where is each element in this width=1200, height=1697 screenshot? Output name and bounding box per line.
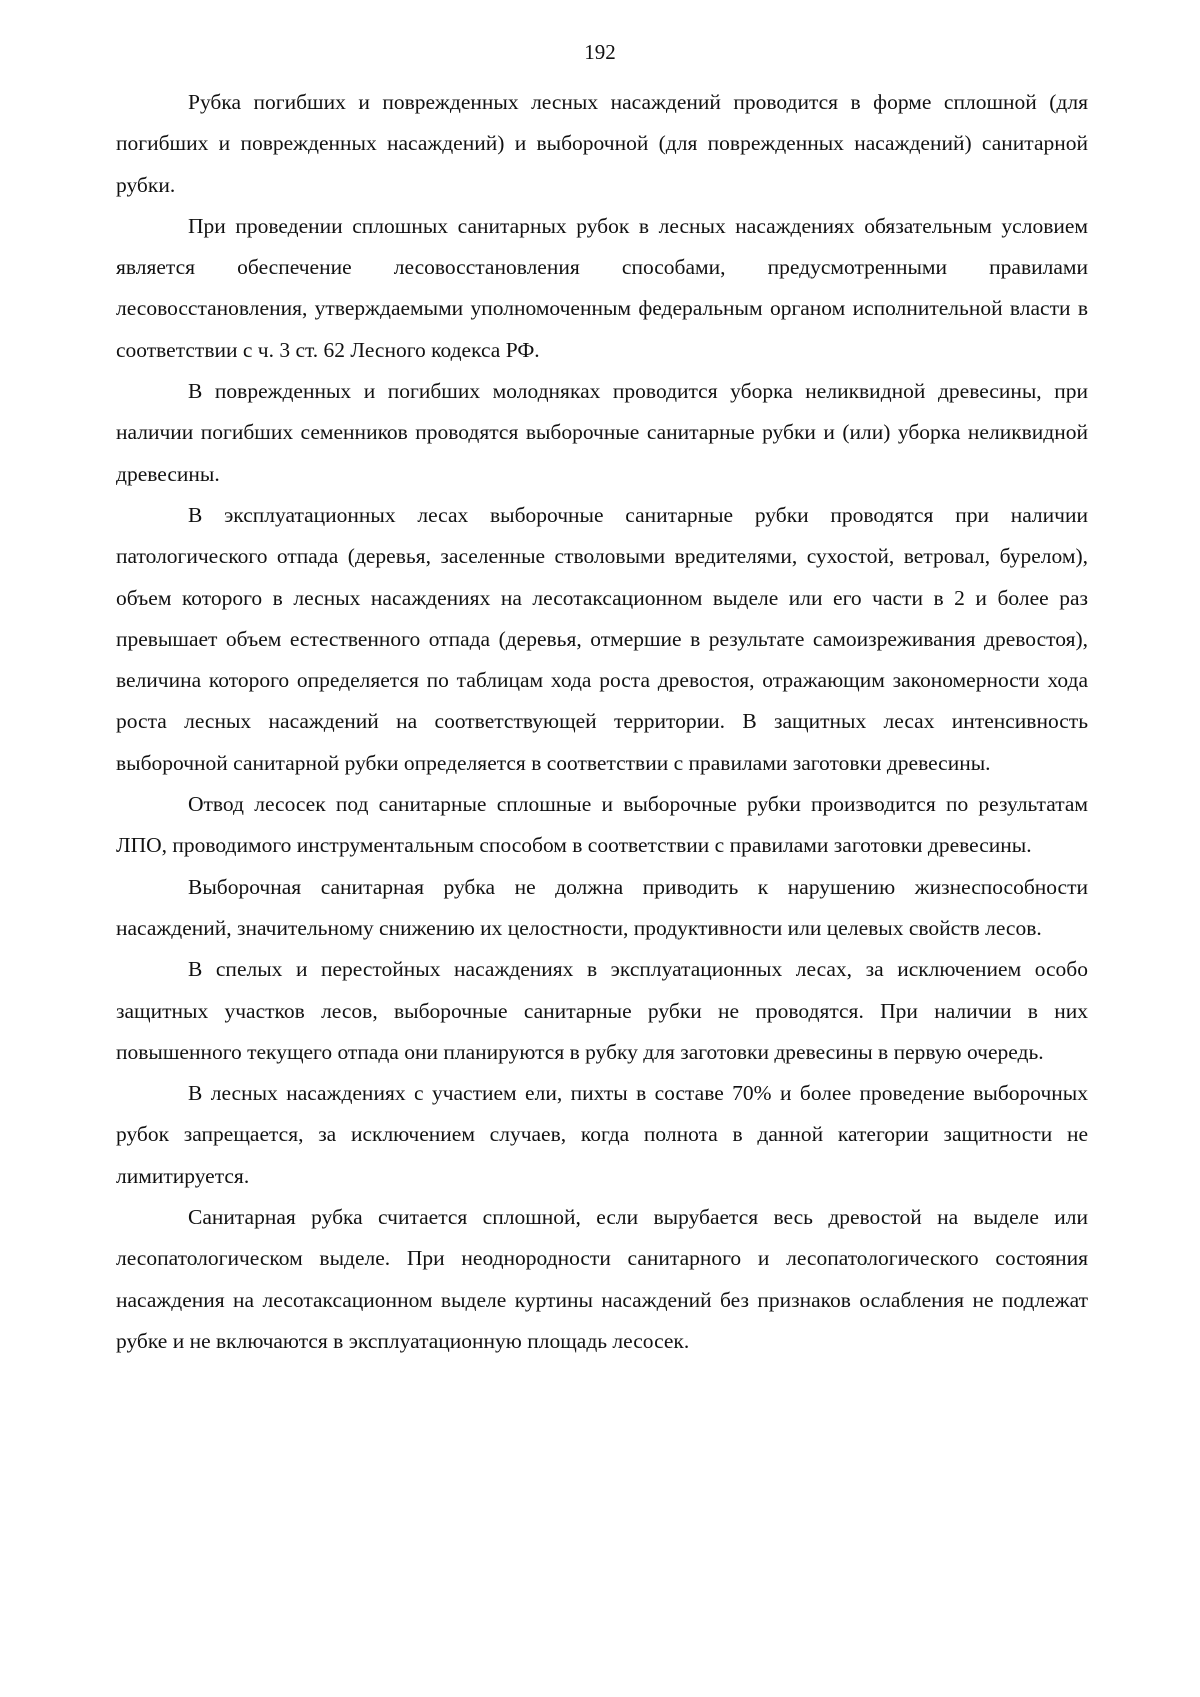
paragraph: В поврежденных и погибших молодняках проводится уборка неликвидной древесины, при наличии погибших семенников проводятся выборочные санитарные рубки и (или) уборка неликвидной древесины. (116, 379, 1088, 486)
paragraph: Выборочная санитарная рубка не должна приводить к нарушению жизнеспособности насаждений, значительному снижению их целостности, продуктивности или целевых свойств лесов. (116, 874, 1088, 940)
document-body (116, 82, 1088, 1362)
paragraph: В лесных насаждениях с участием ели, пихты в составе 70% и более проведение выборочных рубок запрещается, за исключением случаев, когда полнота в данной категории защитности не лимитируется. (116, 1081, 1088, 1188)
paragraph: Рубка погибших и поврежденных лесных насаждений проводится в форме сплошной (для погибших и поврежденных насаждений) и выборочной (для поврежденных насаждений) санитарной рубки. (116, 90, 1088, 197)
paragraph: В спелых и перестойных насаждениях в эксплуатационных лесах, за исключением особо защитных участков лесов, выборочные санитарные рубки не проводятся. При наличии в них повышенного текущего отпада они планируются в рубку для заготовки древесины в первую очередь. (116, 957, 1088, 1064)
paragraph: В эксплуатационных лесах выборочные санитарные рубки проводятся при наличии патологического отпада (деревья, заселенные стволовыми вредителями, сухостой, ветровал, бурелом), объем которого в лесных насаждениях на лесотаксационном выделе или его части в 2 и более раз превышает объем естественного отпада (деревья, отмершие в результате самоизреживания древостоя), величина которого определяется по таблицам хода роста древостоя, отражающим закономерности хода роста лесных насаждений на соответствующей территории. В защитных лесах интенсивность выборочной санитарной рубки определяется в соответствии с правилами заготовки древесины. (116, 502, 1088, 775)
paragraph: Санитарная рубка считается сплошной, если вырубается весь древостой на выделе или лесопатологическом выделе. При неоднородности санитарного и лесопатологического состояния насаждения на лесотаксационном выделе куртины насаждений без признаков ослабления не подлежат рубке и не включаются в эксплуатационную площадь лесосек. (116, 1205, 1088, 1353)
paragraph: Отвод лесосек под санитарные сплошные и выборочные рубки производится по результатам ЛПО, проводимого инструментальным способом в соответствии с правилами заготовки древесины. (116, 792, 1088, 858)
paragraph: При проведении сплошных санитарных рубок в лесных насаждениях обязательным условием является обеспечение лесовосстановления способами, предусмотренными правилами лесовосстановления, утверждаемыми уполномоченным федеральным органом исполнительной власти в соответствии с ч. 3 ст. 62 Лесного кодекса РФ. (116, 213, 1088, 362)
page-number: 192 (584, 40, 616, 64)
